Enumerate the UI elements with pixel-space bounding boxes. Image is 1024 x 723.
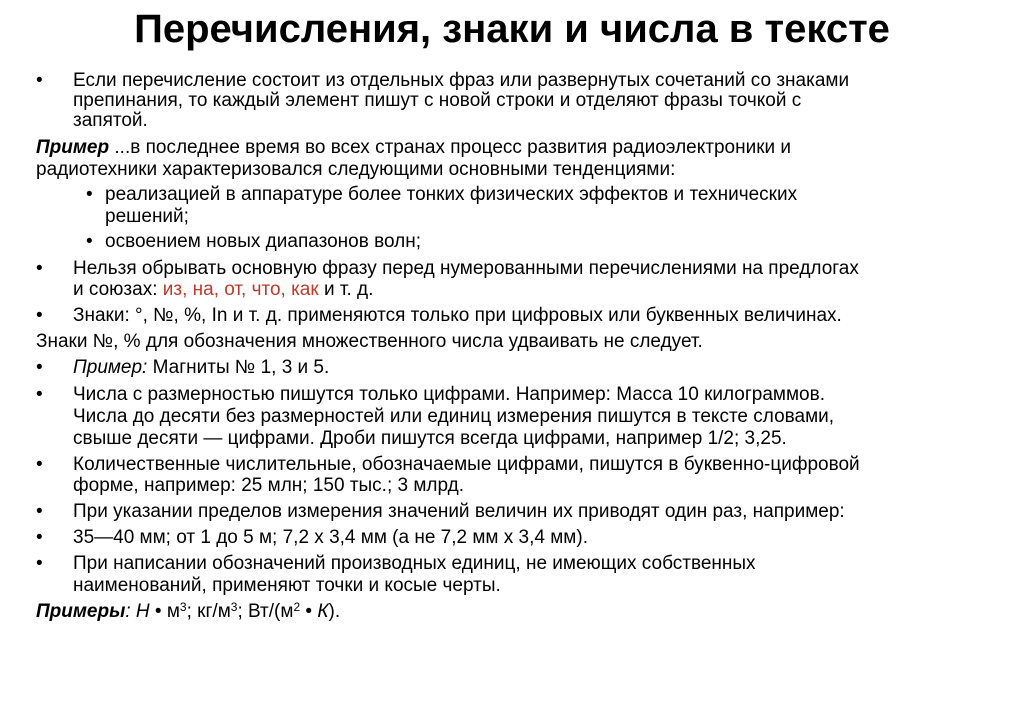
examples-label: Примеры <box>36 601 126 622</box>
bullet-9-line-1: При написании обозначений производных единиц, не имеющих собственных <box>73 553 756 574</box>
sub-bullet-1-line-2: решений; <box>105 206 189 227</box>
sup-3: 3 <box>179 600 187 614</box>
bullet-3-line-1: Знаки: °, №, %, In и т. д. применяются только при цифровых или буквенных величинах. <box>73 305 842 326</box>
bullet-icon: • <box>36 527 43 548</box>
bullet-6-line-1: Количественные числительные, обозначаемые цифрами, пишутся в буквенно-цифровой <box>73 454 860 475</box>
bullet-1-line-1: Если перечисление состоит из отдельных фраз или развернутых сочетаний со знаками <box>73 70 850 91</box>
sub-bullet-1-line-1: реализацией в аппаратуре более тонких физических эффектов и технических <box>105 184 798 205</box>
bullet-icon: • <box>36 70 43 91</box>
plain-rule-line: Знаки №, % для обозначения множественного числа удваивать не следует. <box>36 331 703 352</box>
examples-colon: : <box>125 601 136 622</box>
bullet-icon: • <box>36 384 43 405</box>
example-2-line <box>36 601 340 623</box>
bullet-icon: • <box>36 501 43 522</box>
bullet-icon: • <box>36 258 43 279</box>
bullet-2-suffix: и т. д. <box>318 279 374 300</box>
bullet-2-line-1: Нельзя обрывать основную фразу перед нумерованными перечислениями на предлогах <box>73 258 859 279</box>
sub-bullet-icon: • <box>86 184 93 205</box>
sup-2: 2 <box>293 600 301 614</box>
unit-n: Н <box>135 601 150 622</box>
bullet-icon: • <box>36 553 43 574</box>
bullet-icon: • <box>36 305 43 326</box>
example-label: Пример <box>36 137 110 158</box>
sub-bullet-icon: • <box>86 231 93 252</box>
bullet-4-text: Магниты № 1, 3 и 5. <box>147 357 330 378</box>
bullet-5-line-1: Числа с размерностью пишутся только цифрами. Например: Масса 10 килограммов. <box>73 384 825 405</box>
bullet-2-prefix: и союзах: <box>73 279 163 300</box>
example-1-line-2: радиотехники характеризовался следующими основными тенденциями: <box>36 159 676 180</box>
bullet-1-line-3: запятой. <box>73 110 148 131</box>
bullet-5-line-3: свыше десяти — цифрами. Дроби пишутся всегда цифрами, например 1/2; 3,25. <box>73 428 787 449</box>
unit-kg-m: ; кг/м <box>186 601 231 622</box>
bullet-icon: • <box>36 454 43 475</box>
bullet-6-line-2: форме, например: 25 млн; 150 тыс.; 3 млрд. <box>73 475 465 496</box>
unit-end: ). <box>328 601 341 622</box>
bullet-9-line-2: наименований, применяют точки и косые черты. <box>73 575 501 596</box>
example-1-text: ...в последнее время во всех странах процесс развития радиоэлектроники и <box>109 137 792 158</box>
highlighted-conjunctions: из, на, от, что, как <box>162 279 319 300</box>
bullet-1-line-2: препинания, то каждый элемент пишут с новой строки и отделяют фразы точкой с <box>73 90 802 111</box>
sub-bullet-2-line-1: освоением новых диапазонов волн; <box>105 231 421 252</box>
example-label: Пример: <box>73 357 148 378</box>
sup-3: 3 <box>230 600 238 614</box>
page-title: Перечисления, знаки и числа в тексте <box>134 7 890 51</box>
bullet-7-line-1: При указании пределов измерения значений величин их приводят один раз, например: <box>73 501 845 522</box>
bullet-icon: • <box>36 357 43 378</box>
bullet-4-line-1 <box>73 357 329 379</box>
unit-m: • м <box>149 601 180 622</box>
bullet-5-line-2: Числа до десяти без размерностей или единиц измерения пишутся в тексте словами, <box>73 406 835 427</box>
unit-dot: • <box>300 601 318 622</box>
bullet-2-line-2 <box>73 279 373 301</box>
bullet-8-line-1: 35—40 мм; от 1 до 5 м; 7,2 х 3,4 мм (а не 7,2 мм х 3,4 мм). <box>73 527 588 548</box>
unit-k: К <box>317 601 329 622</box>
example-1-line-1 <box>36 137 791 159</box>
unit-vt: ; Вт/(м <box>237 601 294 622</box>
